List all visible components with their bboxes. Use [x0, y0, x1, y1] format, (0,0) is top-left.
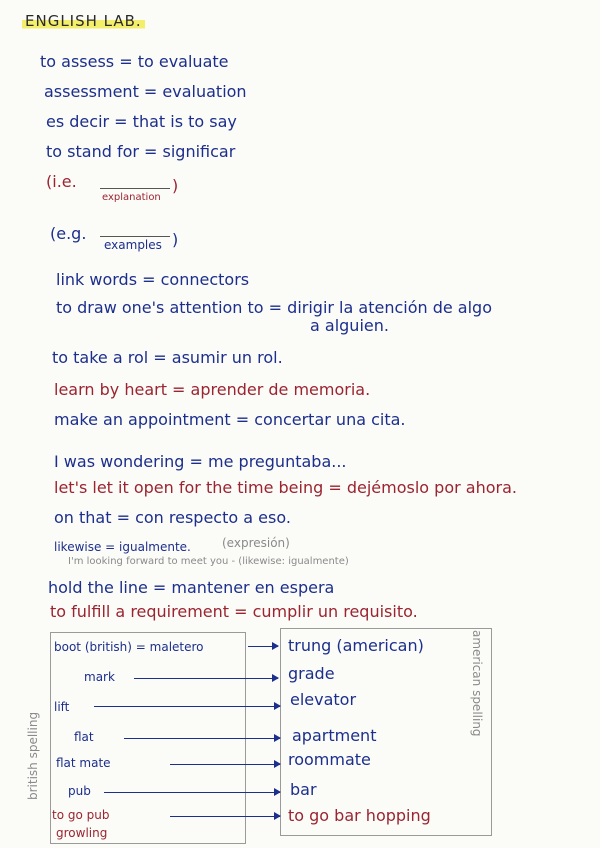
note-line: explanation [102, 192, 161, 203]
american-spelling-label: american spelling [470, 630, 484, 737]
british-word: pub [68, 784, 91, 798]
note-line: (expresión) [222, 536, 290, 550]
note-line: link words = connectors [56, 270, 250, 289]
note-line: (i.e. [46, 172, 77, 191]
american-word: bar [290, 780, 317, 799]
note-line: (e.g. [50, 224, 87, 243]
british-word: boot (british) = maletero [54, 640, 204, 654]
note-line: on that = con respecto a eso. [54, 508, 291, 527]
note-line: examples [104, 238, 162, 252]
note-line: ) [172, 230, 179, 249]
american-word: grade [288, 664, 335, 683]
british-word: flat [74, 730, 94, 744]
arrow-icon [134, 678, 278, 679]
note-line: let's let it open for the time being = dejémoslo por ahora. [54, 478, 517, 497]
american-word: to go bar hopping [288, 806, 431, 825]
american-word: apartment [292, 726, 377, 745]
arrow-icon [94, 706, 280, 707]
note-line: to stand for = significar [46, 142, 236, 161]
american-word: trung (american) [288, 636, 424, 655]
note-line: ) [172, 176, 179, 195]
note-line: a alguien. [310, 316, 389, 335]
note-line: es decir = that is to say [46, 112, 237, 131]
arrow-icon [104, 792, 280, 793]
arrow-icon [248, 646, 278, 647]
blank-line [100, 236, 170, 237]
note-line: likewise = igualmente. [54, 540, 191, 554]
note-line: to fulfill a requirement = cumplir un requisito. [50, 602, 418, 621]
note-line: I was wondering = me preguntaba... [54, 452, 347, 471]
arrow-icon [170, 764, 280, 765]
british-spelling-label: british spelling [26, 711, 40, 800]
british-word: flat mate [56, 756, 111, 770]
note-line: to draw one's attention to = dirigir la atención de algo [56, 298, 492, 317]
note-line: make an appointment = concertar una cita. [54, 410, 406, 429]
note-line: to assess = to evaluate [40, 52, 229, 71]
american-word: elevator [290, 690, 357, 709]
british-word: lift [54, 700, 70, 714]
blank-line [100, 188, 170, 189]
arrow-icon [124, 738, 280, 739]
page-title: ENGLISH LAB. [22, 12, 145, 30]
note-line: hold the line = mantener en espera [48, 578, 335, 597]
note-line: to take a rol = asumir un rol. [52, 348, 283, 367]
british-word: mark [84, 670, 115, 684]
arrow-icon [170, 816, 280, 817]
note-line: assessment = evaluation [44, 82, 247, 101]
british-word: growling [56, 826, 108, 840]
note-line: I'm looking forward to meet you - (likewise: igualmente) [68, 556, 349, 567]
american-word: roommate [288, 750, 371, 769]
british-word: to go pub [52, 808, 110, 822]
note-line: learn by heart = aprender de memoria. [54, 380, 371, 399]
